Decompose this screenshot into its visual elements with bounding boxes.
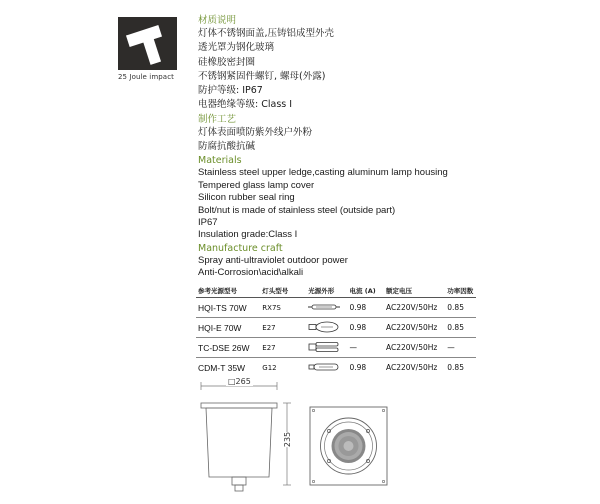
header-cell: 功率因数 — [447, 286, 474, 295]
compact-fluorescent-lamp-icon — [308, 341, 346, 355]
voltage-cell: AC220V/50Hz — [385, 323, 438, 332]
material-line-en: Insulation grade:Class I — [198, 229, 298, 241]
voltage-cell: AC220V/50Hz — [385, 303, 438, 312]
lamp-spec-table — [196, 283, 476, 377]
pf-cell: 0.85 — [447, 323, 464, 332]
ellipsoid-lamp-icon — [308, 321, 346, 335]
table-row — [196, 318, 476, 338]
material-line-cn: 不锈钢紧固件螺钉, 螺母(外露) — [198, 70, 326, 82]
pf-cell: 0.85 — [447, 363, 464, 372]
table-header — [196, 283, 476, 298]
header-cell: 参考光源型号 — [198, 287, 237, 295]
side-view-drawing — [190, 377, 580, 500]
header-cell: 光源外形 — [308, 286, 335, 295]
current-cell: 0.98 — [349, 323, 367, 332]
double-ended-lamp-icon — [308, 302, 346, 314]
table-row — [196, 298, 476, 318]
base-cell: RX7S — [262, 303, 281, 312]
specifications — [198, 14, 568, 280]
model-cell: TC-DSE 26W — [198, 342, 250, 353]
header-cell: 灯头型号 — [262, 286, 289, 295]
current-cell: 0.98 — [349, 363, 367, 372]
materials-title-cn: 材质说明 — [198, 15, 237, 26]
tubular-lamp-icon — [308, 362, 346, 374]
voltage-cell: AC220V/50Hz — [385, 363, 438, 372]
table-row — [196, 358, 476, 377]
material-line-en: Stainless steel upper ledge,casting aluminum lamp housing — [198, 167, 448, 179]
brand-logo — [118, 17, 177, 70]
dimension-drawings — [190, 377, 580, 500]
materials-title-en: Materials — [198, 155, 242, 167]
craft-title-en: Manufacture craft — [198, 242, 283, 254]
top-view-drawing — [310, 407, 387, 485]
material-line-cn: 灯体不锈钢面盖,压铸铝成型外壳 — [198, 28, 335, 39]
base-cell: G12 — [262, 363, 277, 372]
material-line-cn: 防护等级: IP67 — [198, 85, 263, 97]
material-line-en: Silicon rubber seal ring — [198, 192, 295, 204]
pf-cell: — — [447, 343, 455, 352]
material-line-en: Tempered glass lamp cover — [198, 179, 315, 191]
voltage-cell: AC220V/50Hz — [385, 343, 438, 352]
base-cell: E27 — [262, 343, 276, 352]
material-line-en: IP67 — [198, 217, 218, 228]
craft-line-en: Spray anti-ultraviolet outdoor power — [198, 254, 348, 266]
craft-line-cn: 灯体表面喷防紫外线户外粉 — [198, 126, 313, 138]
header-cell: 额定电压 — [385, 286, 412, 295]
logo-caption: 25 Joule impact — [118, 73, 174, 81]
model-cell: CDM-T 35W — [198, 362, 246, 373]
craft-line-en: Anti-Corrosion\acid\alkali — [198, 267, 304, 279]
model-cell: HQI-TS 70W — [198, 302, 247, 313]
craft-title-cn: 制作工艺 — [198, 113, 237, 125]
material-line-cn: 电器绝缘等级: Class I — [198, 99, 293, 111]
table-row — [196, 338, 476, 358]
model-cell: HQI-E 70W — [198, 322, 242, 333]
current-cell: — — [349, 343, 357, 352]
hammer-icon — [118, 17, 177, 70]
pf-cell: 0.85 — [447, 303, 464, 312]
height-dimension-label: 235 — [283, 431, 293, 448]
base-cell: E27 — [262, 323, 276, 332]
material-line-cn: 硅橡胶密封圈 — [198, 56, 256, 68]
craft-line-cn: 防腐抗酸抗碱 — [198, 141, 256, 153]
header-cell: 电流 (A) — [349, 286, 376, 295]
current-cell: 0.98 — [349, 303, 367, 312]
material-line-en: Bolt/nut is made of stainless steel (outside part) — [198, 204, 396, 216]
width-dimension-label: □265 — [228, 377, 251, 386]
material-line-cn: 透光罩为钢化玻璃 — [198, 42, 275, 54]
